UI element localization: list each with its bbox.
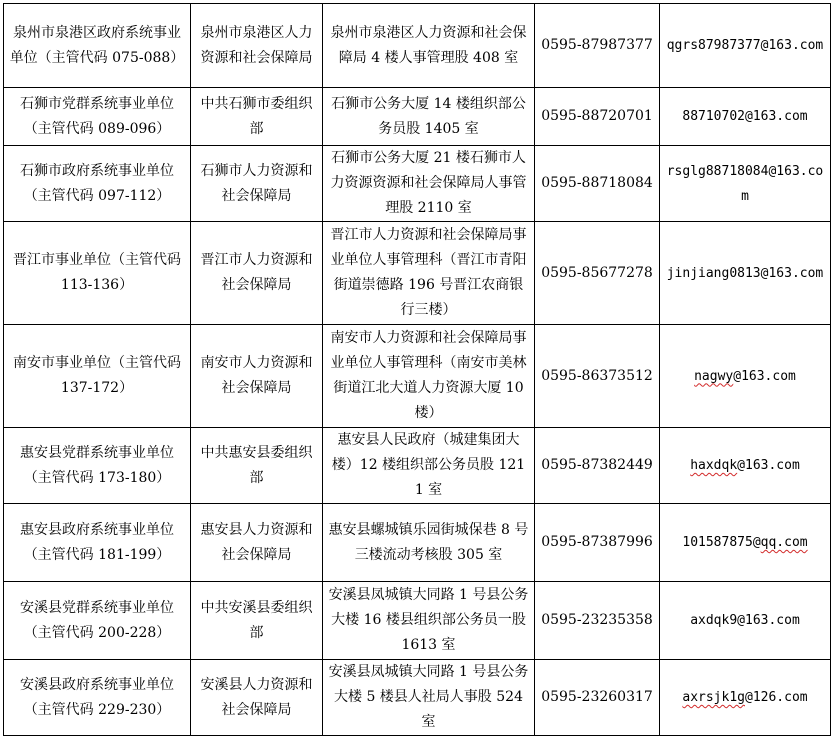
unit-cell: 晋江市事业单位（主管代码 113-136） [4,222,191,325]
table-row [4,325,831,428]
address-cell: 石狮市公务大厦 21 楼石狮市人力资源资源和社会保障局人事管理股 2110 室 [323,146,535,222]
dept-cell: 石狮市人力资源和社会保障局 [191,146,323,222]
email-cell: 88710702@163.com [660,88,831,146]
email-domain: qq.com [760,535,808,550]
email-cell: rsglg88718084@163.com [660,146,831,222]
address-cell: 安溪县凤城镇大同路 1 号县公务大楼 16 楼县组织部公务员一股 1613 室 [323,582,535,660]
email-cell: jinjiang0813@163.com [660,222,831,325]
dept-cell: 中共惠安县委组织部 [191,428,323,504]
dept-cell: 安溪县人力资源和社会保障局 [191,660,323,736]
email-cell [660,428,831,504]
phone-cell: 0595-23260317 [535,660,660,736]
table-row [4,4,831,88]
email-local-part: haxdqk [690,458,738,473]
dept-cell: 中共安溪县委组织部 [191,582,323,660]
phone-cell: 0595-87382449 [535,428,660,504]
email-cell: qgrs87987377@163.com [660,4,831,88]
address-cell: 南安市人力资源和社会保障局事业单位人事管理科（南安市美林街道江北大道人力资源大厦 10 楼） [323,325,535,428]
address-cell: 惠安县螺城镇乐园街城保巷 8 号三楼流动考核股 305 室 [323,504,535,582]
email-cell [660,325,831,428]
dept-cell: 晋江市人力资源和社会保障局 [191,222,323,325]
phone-cell: 0595-23235358 [535,582,660,660]
address-cell: 石狮市公务大厦 14 楼组织部公务员股 1405 室 [323,88,535,146]
dept-cell: 南安市人力资源和社会保障局 [191,325,323,428]
dept-cell: 惠安县人力资源和社会保障局 [191,504,323,582]
email-domain: @126.com [745,690,808,705]
unit-cell: 安溪县党群系统事业单位（主管代码 200-228） [4,582,191,660]
address-cell: 安溪县凤城镇大同路 1 号县公务大楼 5 楼县人社局人事股 524 室 [323,660,535,736]
unit-cell: 石狮市政府系统事业单位（主管代码 097-112） [4,146,191,222]
address-cell: 晋江市人力资源和社会保障局事业单位人事管理科（晋江市青阳街道崇德路 196 号晋江农商银行三楼） [323,222,535,325]
address-cell: 惠安县人民政府（城建集团大楼）12 楼组织部公务员股 1211 室 [323,428,535,504]
dept-cell: 中共石狮市委组织部 [191,88,323,146]
unit-cell: 惠安县政府系统事业单位（主管代码 181-199） [4,504,191,582]
table-row [4,504,831,582]
unit-cell: 惠安县党群系统事业单位（主管代码 173-180） [4,428,191,504]
table-row [4,660,831,736]
table-row [4,88,831,146]
unit-cell: 石狮市党群系统事业单位（主管代码 089-096） [4,88,191,146]
unit-cell: 南安市事业单位（主管代码 137-172） [4,325,191,428]
email-cell [660,660,831,736]
unit-cell: 泉州市泉港区政府系统事业单位（主管代码 075-088） [4,4,191,88]
email-domain: @163.com [737,458,800,473]
phone-cell: 0595-88718084 [535,146,660,222]
phone-cell: 0595-85677278 [535,222,660,325]
email-local-part: 101587875@ [682,535,761,550]
email-cell [660,504,831,582]
email-domain: @163.com [733,368,796,384]
phone-cell: 0595-87987377 [535,4,660,88]
phone-cell: 0595-87387996 [535,504,660,582]
unit-cell: 安溪县政府系统事业单位（主管代码 229-230） [4,660,191,736]
address-cell: 泉州市泉港区人力资源和社会保障局 4 楼人事管理股 408 室 [323,4,535,88]
dept-cell: 泉州市泉港区人力资源和社会保障局 [191,4,323,88]
table-row [4,428,831,504]
table-row [4,222,831,325]
phone-cell: 0595-88720701 [535,88,660,146]
email-cell: axdqk9@163.com [660,582,831,660]
table-row [4,582,831,660]
table-row [4,146,831,222]
email-local-part: axrsjk1g [682,690,745,705]
email-local-part: nagwy [694,368,734,384]
contact-table [3,3,831,736]
phone-cell: 0595-86373512 [535,325,660,428]
